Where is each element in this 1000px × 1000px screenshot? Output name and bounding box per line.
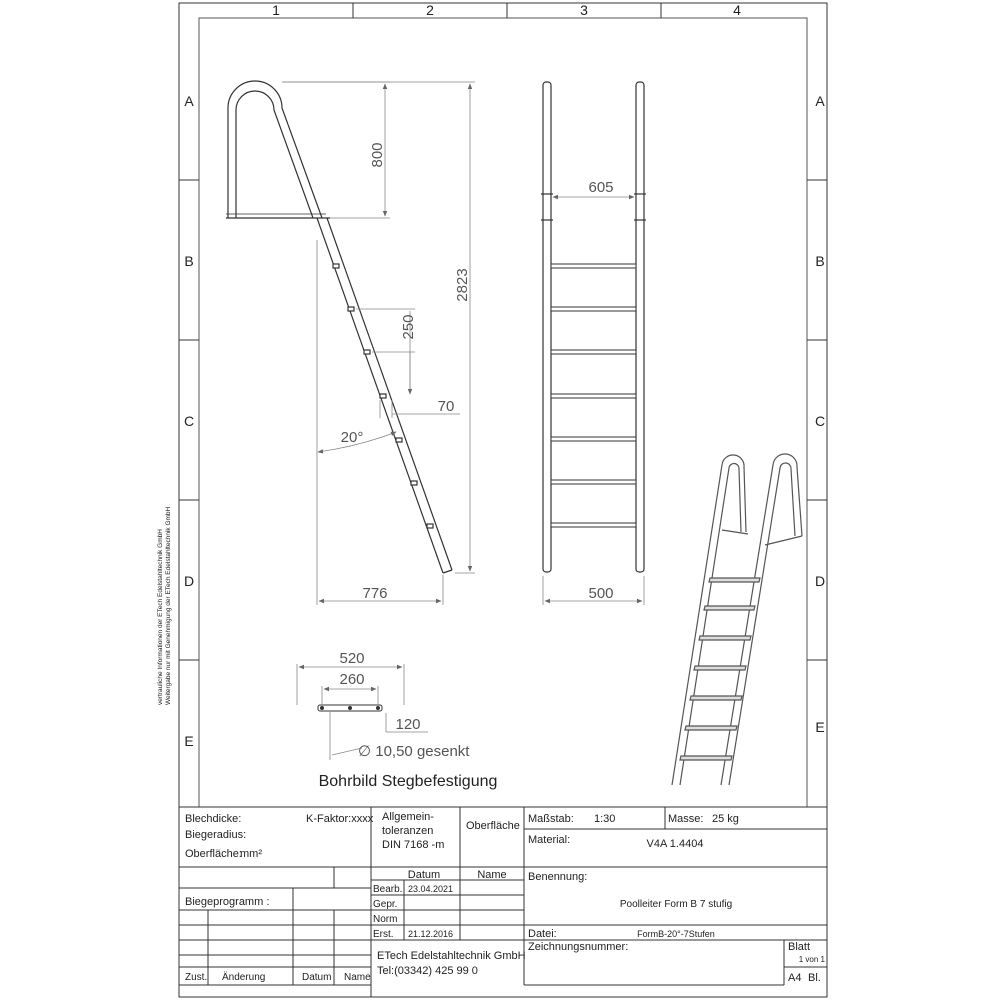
bl-label: Bl. [808,972,821,984]
side-view-dimension-texts [341,142,471,602]
name-column-header: Name [477,869,507,881]
dim-520: 520 [339,650,365,667]
isometric-view [672,454,802,785]
confidentiality-line-1: vertrauliche Informationen der ETech Edelstahltechnik GmbH [157,529,164,705]
oberflaeche-label: Oberfläche [466,820,520,832]
column-label-1: 1 [272,2,280,18]
erst-date: 21.12.2016 [408,929,454,939]
front-view-steps [551,264,636,527]
dim-120: 120 [395,716,421,733]
row-label-c-left: C [183,413,195,429]
column-label-4: 4 [733,2,741,18]
zeichnungsnummer-label: Zeichnungsnummer: [528,941,629,953]
format-value: A4 [788,972,802,984]
front-step-4 [551,394,636,398]
blatt-value: 1 von 1 [798,955,825,964]
allgemeintoleranzen-1: Allgemein- [382,811,434,823]
dim-angle-20: 20° [340,429,364,446]
row-label-e-left: E [184,733,194,749]
row-label-d-right: D [814,573,826,589]
allgemeintoleranzen-2: toleranzen [382,825,434,837]
benennung-value: Poolleiter Form B 7 stufig [619,899,733,910]
side-view [226,81,452,573]
oberflaeche-area-unit: mm² [240,848,262,860]
material-label: Material: [528,834,571,846]
row-label-d-left: D [183,573,195,589]
front-step-3 [551,350,636,354]
biegeradius-label: Biegeradius: [185,829,247,841]
zust-label: Zust. [185,972,208,983]
dim-70: 70 [437,398,455,415]
massstab-label: Maßstab: [528,813,574,825]
front-step-1 [551,264,636,268]
material-value: V4A 1.4404 [646,838,704,850]
row-label-e-right: E [815,719,825,735]
dim-605: 605 [588,179,614,196]
front-view-dimensions [543,197,644,605]
company-tel: Tel:(03342) 425 99 0 [377,965,478,977]
bohrbild-detail [318,705,382,711]
title-block-texts [185,811,826,984]
row-label-a-right: A [815,93,825,109]
front-view-dimension-texts [588,179,613,602]
datei-label: Datei: [528,928,557,940]
biegeprogramm-label: Biegeprogramm : [185,896,270,908]
row-label-b-right: B [815,253,825,269]
drawing-frame [179,3,827,997]
erst-label: Erst. [373,929,394,940]
datei-value: FormB-20°-7Stufen [637,929,715,939]
front-step-5 [551,437,636,441]
allgemeintoleranzen-3: DIN 7168 -m [382,839,445,851]
dim-776: 776 [362,585,388,602]
bearb-date: 23.04.2021 [408,884,454,894]
dim-hole-diameter: ∅ 10,50 gesenkt [358,743,470,760]
dim-500: 500 [588,585,614,602]
bearb-label: Bearb. [373,884,403,895]
massstab-value: 1:30 [594,813,616,825]
confidentiality-note [157,506,172,705]
blatt-label: Blatt [788,941,811,953]
column-label-3: 3 [580,2,588,18]
gepr-label: Gepr. [373,899,398,910]
aenderung-label: Änderung [222,972,266,983]
front-view [541,82,646,572]
row-label-b-left: B [184,253,194,269]
norm-label: Norm [373,914,398,925]
dim-800: 800 [369,142,386,168]
column-label-2: 2 [426,2,434,18]
front-step-2 [551,307,636,311]
front-step-6 [551,480,636,484]
blechdicke-label: Blechdicke: [185,813,242,825]
company-name: ETech Edelstahltechnik GmbH [377,950,526,962]
dim-250: 250 [400,314,417,340]
kfaktor-label: K-Faktor:xxxx [306,813,374,825]
name-label: Name [344,972,371,983]
datum-label: Datum [302,972,332,983]
masse-label: Masse: [668,813,704,825]
dim-260: 260 [339,671,365,688]
dim-2823: 2823 [454,268,471,302]
detail-caption: Bohrbild Stegbefestigung [318,773,498,790]
row-label-a-left: A [184,93,194,109]
confidentiality-line-2: Weitergabe nur mit Genehmigung der ETech Edelstahltechnik GmbH [165,506,172,705]
bohrbild-texts [319,650,498,790]
oberflaeche-area-label: Oberfläche: [185,848,242,860]
masse-value: 25 kg [712,813,739,825]
datum-column-header: Datum [407,869,441,881]
front-step-7 [551,523,636,527]
benennung-label: Benennung: [528,871,588,883]
row-label-c-right: C [814,413,826,429]
